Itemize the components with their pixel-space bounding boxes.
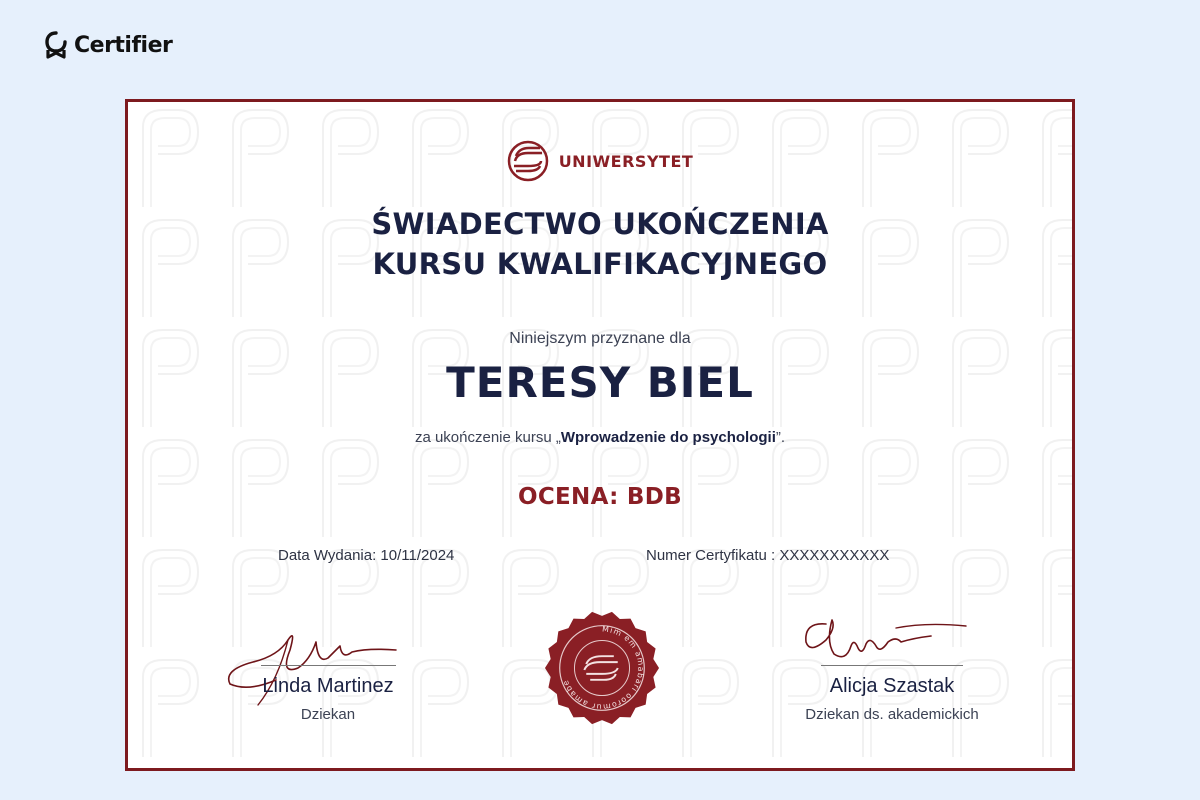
signature-image <box>796 612 986 672</box>
signature-line-left <box>261 665 396 666</box>
certificate <box>125 99 1075 771</box>
university-logo-icon <box>507 140 549 182</box>
certificate-title-line-1: ŚWIADECTWO UKOŃCZENIA <box>371 207 829 241</box>
institution-header <box>128 140 1072 182</box>
issue-date: Data Wydania: 10/11/2024 <box>278 547 455 564</box>
certificate-number: Numer Certyfikatu : XXXXXXXXXXX <box>646 547 890 564</box>
brand-name: Certifier <box>74 32 173 58</box>
course-line <box>128 429 1072 446</box>
certifier-logo-icon <box>44 30 68 60</box>
signatory-right <box>762 675 1022 723</box>
course-prefix: za ukończenie kursu „ <box>414 429 561 446</box>
course-suffix: ”. <box>775 429 786 446</box>
signatory-name: Linda Martinez <box>262 675 394 697</box>
signatory-left <box>198 675 458 723</box>
wax-seal-icon <box>543 609 661 727</box>
signatory-name: Alicja Szastak <box>829 675 955 697</box>
grade: OCENA: BDB <box>518 484 682 510</box>
certificate-title-line-2: KURSU KWALIFIKACYJNEGO <box>372 247 828 281</box>
intro-text: Niniejszym przyznane dla <box>509 330 691 347</box>
seal-text: Mim em amabari ooromur amabe <box>560 624 646 712</box>
signatory-role: Dziekan ds. akademickich <box>805 706 979 723</box>
brand-header <box>44 27 172 63</box>
signature-line-right <box>821 665 963 666</box>
recipient-name: TERESY BIEL <box>446 358 754 407</box>
institution-name: UNIWERSYTET <box>558 151 694 171</box>
course-name: Wprowadzenie do psychologii <box>560 429 776 446</box>
signatory-role: Dziekan <box>300 706 356 723</box>
